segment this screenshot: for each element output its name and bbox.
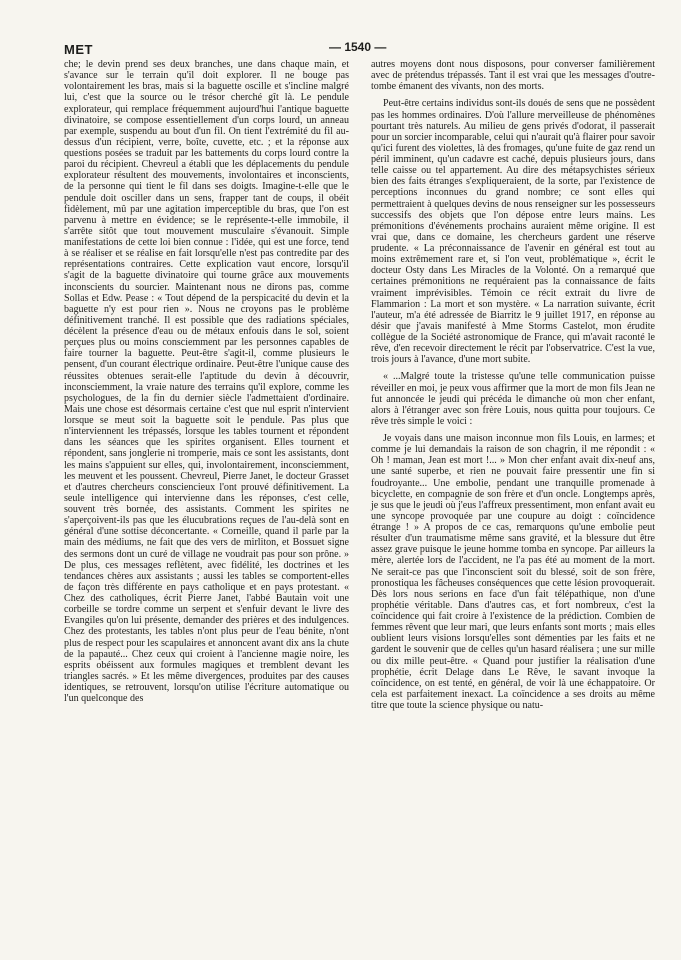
page-number: — 1540 — bbox=[329, 40, 387, 54]
paragraph: che; le devin prend ses deux branches, une dans chaque main, et s'avance sur le terrain qu'il doit explorer. Il ne bouge pas volontairement les bras, mais si la baguette oscille et s'incline malgré lui, c'est que la source ou le trésor cherché gît là. Le pendule explorateur, qui remplace fréquemment aujourd'hui l'antique baguette divinatoire, se compose essentiellement d'un corps lourd, un anneau par exemple, suspendu au bout d'un fil. On tient l'extrémité du fil au-dessus d'un récipient, verre, boîte, cuvette, etc. ; et la réponse aux questions posées se traduit par les battements du corps lourd contre la paroi du récipient. Chevreul a établi que les déplacements du pendule explorateur résultent des mouvements, involontaires et inconscients, de la personne qui tient le fil dans ses doigts. Imagine-t-elle que le pendule doit osciller dans un sens, frapper tant de coups, il obéit fidèlement, mû par une agitation imperceptible du bras, que l'on est parvenu à mettre en évidence; se le représente-t-elle immobile, il s'arrête sitôt que tout mouvement musculaire s'évanouit. Simple manifestations de cette loi bien connue : l'idée, qui est une force, tend à se réaliser et se réalise en fait lorsqu'elle n'est pas contredite par des représentations contraires. Cette explication vaut encore, lorsqu'il s'agit de la baguette divinatoire qui tourne grâce aux mouvements inconscients du sourcier. Maintenant nous ne dirons pas, comme Sollas et Edw. Pease : « Tout dépend de la perspicacité du devin et la baguette n'y est pour rien ». Nous ne croyons pas le problème définitivement tranché. Il est possible que des radiations spéciales, décèlent la présence d'eau ou de métaux enfouis dans le sol, soient perçues plus ou moins consciemment par les personnes capables de faire tourner la baguette. Peut-être s'agit-il, comme plusieurs le pensent, d'un courant électrique ordinaire. Peut-être l'unique cause des réussites obtenues serait-elle l'aptitude du devin à découvrir, inconsciemment, la vraie nature des terrains qu'il explore, comme les psychologues, de la fin du dernier siècle l'admettaient d'ordinaire. Mais une chose est désormais certaine c'est que nul esprit n'intervient lorsque se meut soit la baguette soit le pendule. Pas plus que n'interviennent les trépassés, lorsque les tables tournent et répondent dans les séances que les spirites organisent. Elles tournent et répondent, sans jonglerie ni tromperie, mais ce sont les assistants, dont les mains s'appuient sur elles, qui, involontairement, inconsciemment, les meuvent et les poussent. Chevreul, Pierre Janet, le docteur Grasset et d'autres chercheurs consciencieux l'ont prouvé définitivement. La seule intelligence qui intervienne dans les réponses, c'est celle, souvent très bornée, des assistants. Comment les spirites ne s'aperçoivent-ils pas que les élucubrations reçues de l'au-delà sont en général d'une sottise déconcertante. « Corneille, quand il parle par la main des médiums, ne fait que des vers de mirliton, et Bossuet signe des sermons dont un curé de village ne voudrait pas pour son prône. » De plus, ces messages reflètent, avec fidélité, les doctrines et les tendances chères aux assistants ; aussi les tables se comportent-elles de façon très différente en pays catholique et en pays protestant. « Chez des catholiques, écrit Pierre Janet, l'abbé Bautain voit une corbeille se tordre comme un serpent et s'enfuir devant le livre des Evangiles qu'on lui présente, demander des prières et des indulgences. Chez des protestants, les tables n'ont plus peur de l'eau bénite, n'ont plus de respect pour les scapulaires et annoncent avant dix ans la chute de la papauté... Chez ceux qui croient à l'ancienne magie noire, les esprits obéissent aux formules magiques et tremblent devant les triangles sacrés. » Et les même divergences, produites par des causes identiques, se retrouvent, lorsqu'on utilise l'écriture automatique ou l'un quelconque des bbox=[64, 59, 349, 705]
page-header bbox=[64, 40, 641, 60]
left-column bbox=[64, 59, 349, 704]
right-column bbox=[371, 59, 655, 711]
running-head: MET bbox=[64, 42, 93, 57]
paragraph: « ...Malgré toute la tristesse qu'une telle communication puisse réveiller en moi, je peux vous affirmer que la mort de mon fils Jean ne fut annoncée le jeudi qui précéda le dimanche où mon cher enfant, alors à l'étranger avec son frère Louis, nous quitta pour toujours. Ce rêve très simple le voici : bbox=[371, 371, 655, 427]
paragraph: Peut-être certains individus sont-ils doués de sens que ne possèdent pas les hommes ordinaires. D'où l'allure merveilleuse de phénomènes pourtant très naturels. Au milieu de gens privés d'odorat, il passerait pour un sorcier incomparable, celui qui n'aurait qu'à flairer pour savoir qu'ici furent des violettes, là des fromages, qu'une fuite de gaz rend un péril imminent, qu'un cadavre est caché, depuis plusieurs jours, dans telle caisse ou tel appartement. Au dire des métapsychistes sérieux bien des faits étranges s'expliqueraient, de la sorte, par l'existence de perceptions inconnues du grand nombre; ce sont elles qui permettraient à quelques devins de nous renseigner sur les possesseurs successifs des objets que l'on dépose entre leurs mains. Les prémonitions d'événements prochains auraient même origine. Il est vrai que, dans ce domaine, les chercheurs gardent une réserve prudente. « La préconnaissance de l'avenir en général est tout au moins extrêmement rare et, si l'on veut, problématique », écrit le docteur Osty dans Les Miracles de la Volonté. On a remarqué que certaines prémonitions ne requéraient pas la connaissance de faits vraiment imprévisibles. Témoin ce récit extrait du livre de Flammarion : La mort et son mystère. « La narration suivante, écrit l'auteur, m'a été adressée de Biarritz le 9 juillet 1917, en réponse au désir que j'avais manifesté à Mme Storms Castelot, mon érudite collègue de la Société astronomique de France, qui m'avait raconté le rêve, d'en recevoir directement le récit par l'observatrice. C'est la vue, trois jours à l'avance, d'une mort subite. bbox=[371, 98, 655, 366]
paragraph: autres moyens dont nous disposons, pour converser familièrement avec de prétendus trépassés. Tant il est vrai que les messages d'outre-tombe émanent des vivants, non des morts. bbox=[371, 59, 655, 93]
paragraph: Je voyais dans une maison inconnue mon fils Louis, en larmes; et comme je lui demandais la raison de son chagrin, il me répondit : « Oh ! maman, Jean est mort !... » Mon cher enfant avait dix-neuf ans, une santé superbe, et rien ne pouvait faire pressentir une fin si foudroyante... Une embolie, pendant une tranquille promenade à bicyclette, en compagnie de son frère et d'un oncle. Longtemps après, je sus que le jeudi où j'eus l'affreux pressentiment, mon enfant avait eu une syncope provoquée par une coupure au doigt : coïncidence étrange ! » A propos de ce cas, remarquons qu'une embolie peut résulter d'un traumatisme même sans gravité, et la blessure dut être assez grave puisque le jeune homme tomba en syncope. Par ailleurs la mère, alertée lors de l'accident, ne l'a pas été au moment de la mort. Ne serait-ce pas que l'inconscient soit du blessé, soit de son frère, pronostiqua les fâcheuses conséquences que cette lésion provoquerait. Dès lors nous serions en face d'un fait télépathique, non d'une prophétie véritable. Dans d'autres cas, et fort nombreux, c'est la coïncidence qui fait croire à l'existence de la prédiction. Combien de femmes rêvent que leur mari, que leurs enfants sont morts ; mais elles oublient leurs visions lorsqu'elles sont démenties par les faits et ne gardent le souvenir que de celles qu'un hasard réalisera ; une sur mille ou dix mille peut-être. « Quand pour justifier la réalisation d'une prophétie, écrit Delage dans Le Rêve, le savant invoque la coïncidence, on est tenté, en général, de voir là une échappatoire. Or cela est parfaitement inexact. La coïncidence a ses droits au même titre que toute la science physique ou natu- bbox=[371, 433, 655, 711]
